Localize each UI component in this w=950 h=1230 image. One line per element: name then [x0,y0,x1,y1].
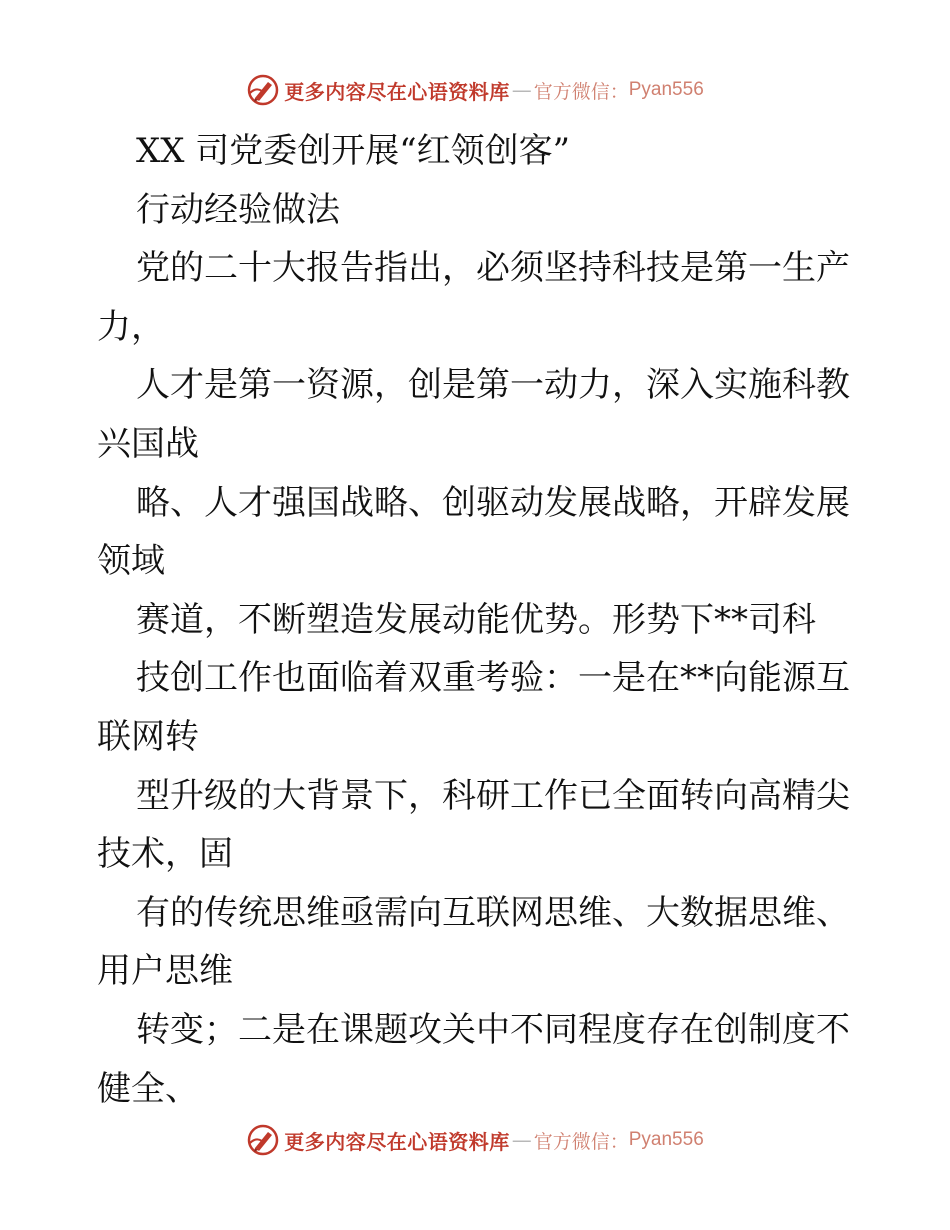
text-line [0,532,950,591]
text-line-content: 用户思维 [97,951,233,992]
text-line-content: 技创工作也面临着双重考验：一是在**向能源互 [136,658,850,699]
text-line-content: 党的二十大报告指出，必须坚持科技是第一生产 [136,248,850,289]
banner-contact-label: 官方微信： [533,80,629,103]
banner-promo-text: 更多内容尽在心语资料库 [284,1129,510,1154]
text-line [0,591,950,650]
text-line-content: 健全、 [97,1068,199,1109]
text-line [0,356,950,415]
text-line-content: 有的传统思维亟需向互联网思维、大数据思维、 [136,892,850,933]
banner-contact-label: 官方微信： [533,1130,629,1153]
text-line-content: 力， [97,306,165,347]
header-banner [0,70,950,110]
text-line [0,1001,950,1060]
text-line [0,649,950,708]
text-line [0,122,950,181]
text-line-content: 领域 [97,541,165,582]
text-line-content: 赛道，不断塑造发展动能优势。形势下**司科 [136,599,816,640]
banner-promo-text: 更多内容尽在心语资料库 [284,79,510,104]
text-line-content: 行动经验做法 [136,189,340,230]
banner-separator: — [511,78,532,102]
text-line [0,708,950,767]
text-line [0,825,950,884]
text-line-content: 型升级的大背景下，科研工作已全面转向高精尖 [136,775,850,816]
text-line-content: 略、人才强国战略、创驱动发展战略，开辟发展 [136,482,850,523]
text-line [0,474,950,533]
footer-banner [0,1120,950,1160]
banner-contact-id: Pyan556 [628,1129,704,1150]
banner-separator: — [511,1128,532,1152]
text-line [0,415,950,474]
text-line-content: 人才是第一资源，创是第一动力，深入实施科教 [136,365,850,406]
text-line-content: 兴国战 [97,423,199,464]
text-line-content: XX 司党委创开展“红领创客” [136,131,570,171]
pen-logo-icon [246,73,280,107]
text-line [0,1060,950,1119]
text-line [0,181,950,240]
banner-contact-id: Pyan556 [628,79,704,100]
text-line-content: 转变；二是在课题攻关中不同程度存在创制度不 [136,1009,850,1050]
text-line [0,884,950,943]
text-line-content: 技术，固 [97,834,233,875]
text-line [0,239,950,298]
text-line [0,942,950,1001]
pen-logo-icon [246,1123,280,1157]
document-body [0,122,950,1118]
text-line [0,767,950,826]
text-line-content: 联网转 [97,716,199,757]
text-line [0,298,950,357]
